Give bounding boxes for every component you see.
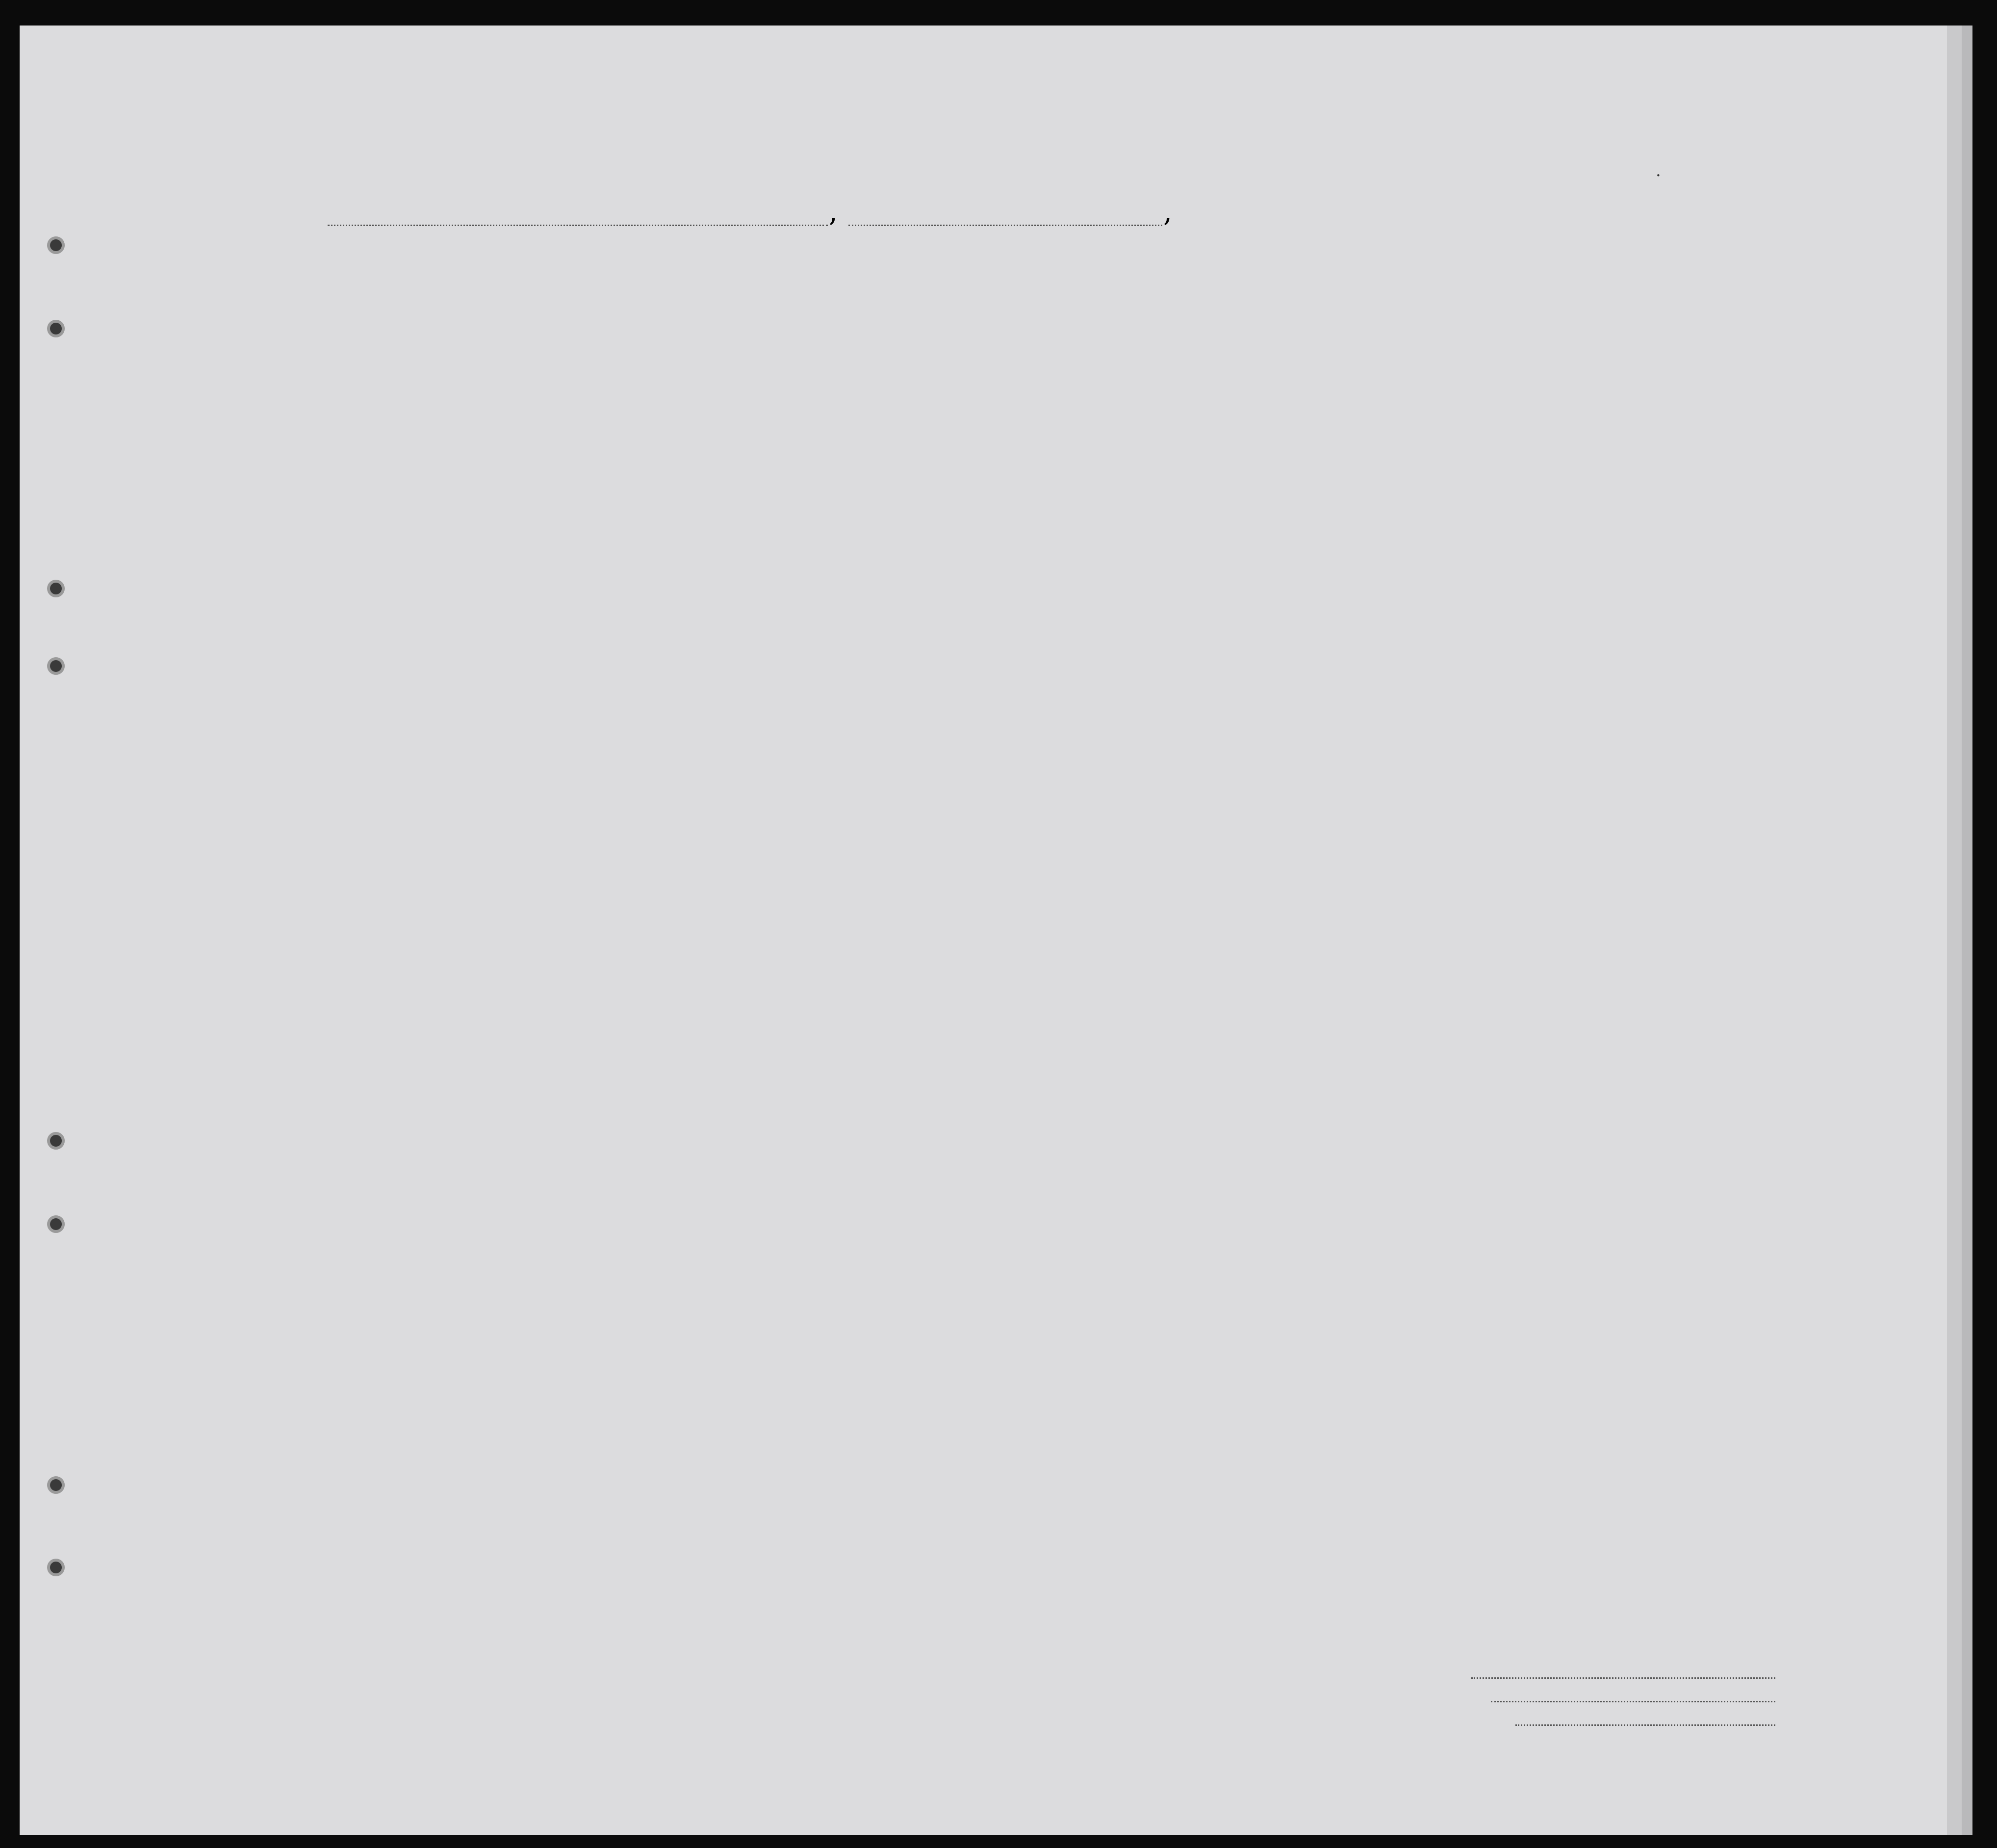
header-q29 (1405, 287, 1439, 407)
header-q30 (1442, 294, 1463, 407)
header-prison (1255, 287, 1286, 407)
header-q31 (1466, 294, 1484, 407)
tick-mark: · (1656, 166, 1661, 185)
comma: , (829, 196, 838, 228)
header-purpose-b (1186, 314, 1207, 407)
line-field (1471, 1672, 1775, 1679)
header-q28 (1355, 287, 1395, 407)
local-agents-field (1515, 1720, 1775, 1726)
header-purpose-c (1221, 314, 1243, 407)
header-purpose-a (1148, 314, 1177, 407)
owners-field (1491, 1696, 1775, 1702)
comma: , (1163, 196, 1172, 228)
